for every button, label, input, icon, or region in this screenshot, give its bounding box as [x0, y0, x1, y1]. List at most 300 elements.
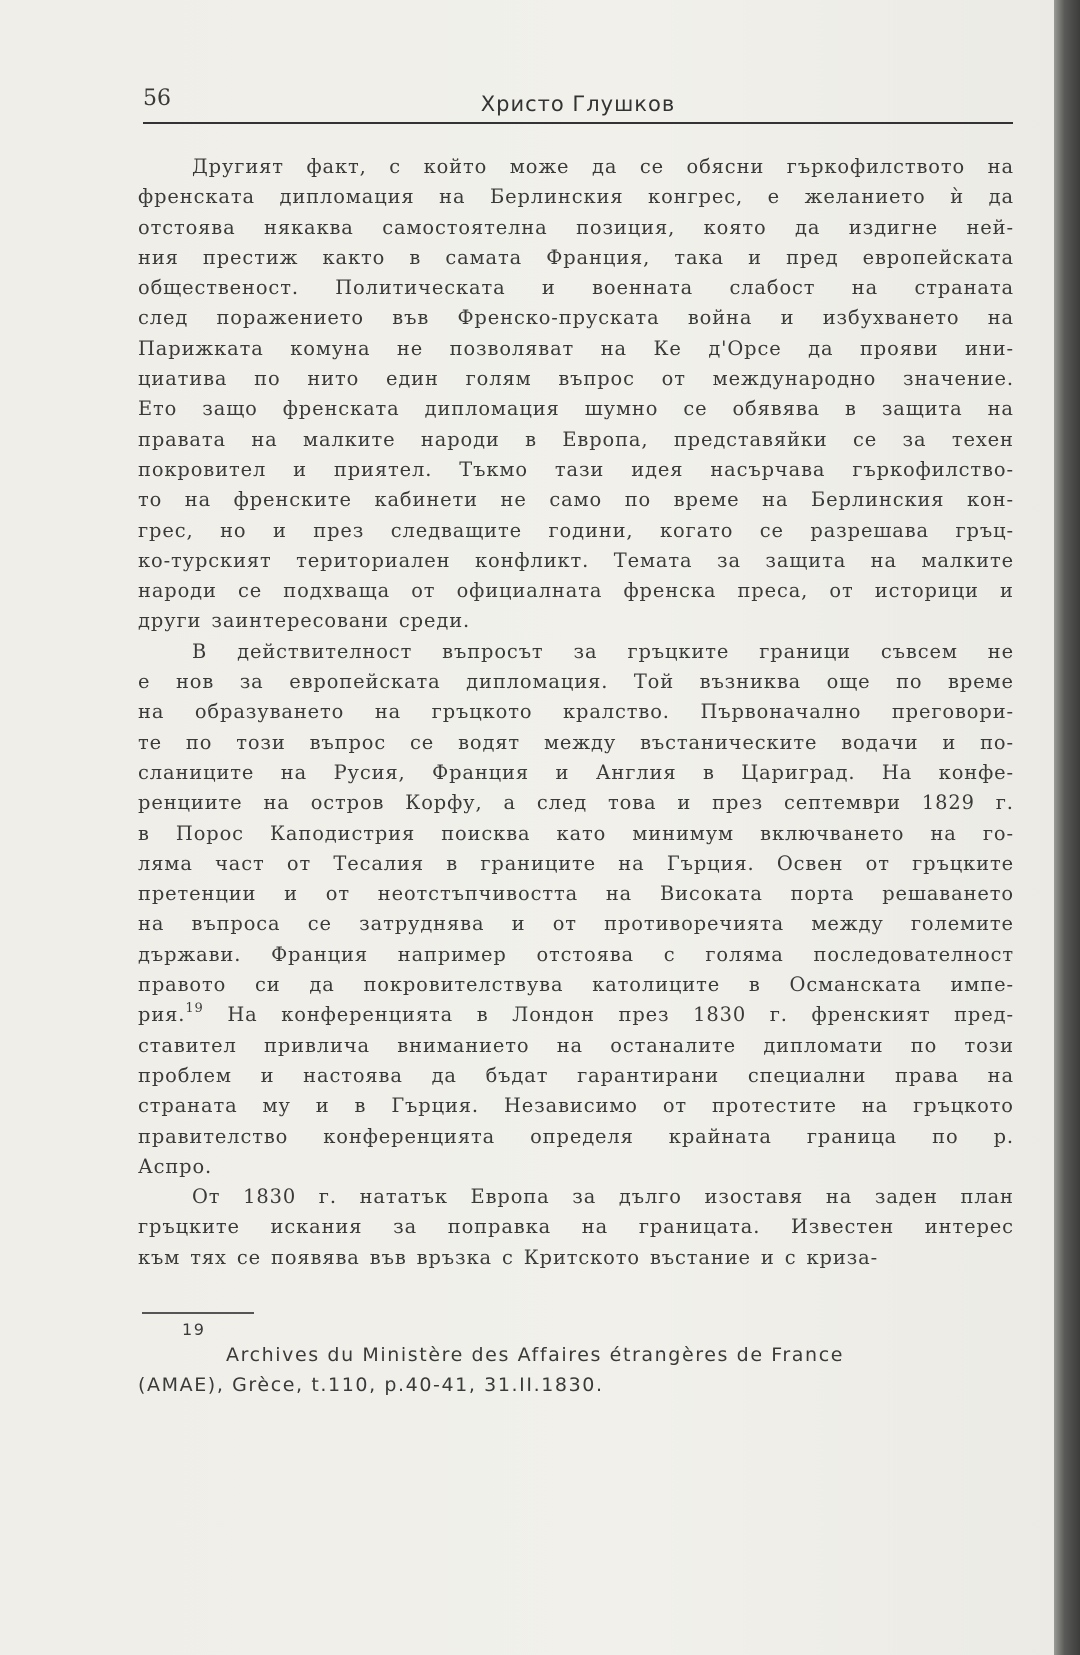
footnote [138, 1320, 998, 1400]
word: на [138, 912, 165, 936]
word: Първоначално [700, 700, 862, 724]
word: минимум [632, 821, 735, 845]
word: от [286, 851, 312, 875]
word: Ке [653, 336, 682, 360]
word: На [881, 760, 913, 784]
text-line [138, 728, 1014, 758]
word: желанието [804, 185, 926, 209]
word: и [760, 1245, 775, 1269]
word: страната [138, 1094, 238, 1118]
word: по [185, 730, 213, 754]
word: и [511, 912, 526, 936]
text-line [138, 516, 1014, 546]
text-line [138, 243, 1014, 273]
word: издигне [848, 215, 938, 239]
word: на [600, 336, 627, 360]
word: на [987, 155, 1014, 178]
word: Политическата [335, 276, 506, 300]
word: крайната [668, 1124, 772, 1148]
text-line [138, 394, 1014, 424]
word: на [581, 1215, 609, 1239]
word: подхваща [283, 579, 391, 603]
word: защита [881, 397, 963, 421]
text-line [138, 485, 1014, 515]
text-line [138, 1061, 1014, 1091]
word: самостоятелна [382, 215, 548, 239]
word: водят [458, 730, 521, 754]
word: която [703, 215, 767, 239]
word: въпрос [558, 367, 635, 391]
word: и [1000, 579, 1014, 603]
word: конференцията [281, 1003, 454, 1027]
word: но [220, 518, 247, 542]
word: не [987, 639, 1014, 663]
word: между [811, 912, 884, 936]
word: големите [910, 912, 1014, 936]
word: по [910, 1033, 938, 1057]
word: поправка [447, 1215, 552, 1239]
word: френският [811, 1003, 931, 1027]
word: искания [270, 1215, 363, 1239]
word: пред [786, 245, 839, 269]
word: комуна [290, 336, 371, 360]
word: за [573, 639, 598, 663]
word: Критското [523, 1245, 640, 1269]
word: Ето [138, 397, 178, 421]
footnote-reference: 19 [185, 1001, 204, 1017]
text-line [138, 1182, 1014, 1212]
word: време [673, 488, 740, 512]
word: заден [874, 1185, 938, 1209]
word: В [192, 639, 208, 663]
word: гръцките [627, 639, 730, 663]
word: следващите [390, 518, 522, 542]
text-line [138, 576, 1014, 606]
word: териториален [296, 548, 451, 572]
word: Берлинския [490, 185, 624, 209]
word: ренциите [138, 791, 243, 815]
word: на [987, 397, 1014, 421]
word: сланиците [138, 760, 255, 784]
word: последователност [813, 942, 1014, 966]
word: правата [138, 427, 226, 451]
text-line [138, 1031, 1014, 1061]
text-line [138, 697, 1014, 727]
text-line [138, 1122, 1014, 1152]
word: кралство. [563, 700, 670, 724]
word: покровител [138, 457, 267, 481]
word: на [374, 700, 402, 724]
word: и [272, 518, 287, 542]
word: и [942, 730, 957, 754]
word: конгрес, [648, 185, 744, 209]
word: въпрос [309, 730, 387, 754]
word: Той [633, 670, 675, 694]
word: кабинети [374, 488, 478, 512]
text-line [138, 1243, 1014, 1273]
text-line [138, 213, 1014, 243]
word: на [556, 1033, 583, 1057]
text-line [138, 788, 1014, 818]
word: малките [921, 548, 1014, 572]
word: с [663, 942, 676, 966]
text-line [138, 182, 1014, 212]
word: От [192, 1185, 221, 1209]
word: правото [138, 973, 227, 997]
word: значение. [903, 367, 1014, 391]
word: голяма [705, 942, 784, 966]
word: образуването [194, 700, 345, 724]
text-line [138, 455, 1014, 485]
word: на [870, 548, 897, 572]
word: ини- [964, 336, 1014, 360]
word: покровителствува [363, 973, 564, 997]
word: се [410, 730, 435, 754]
word: на [138, 700, 165, 724]
word: гъркофилството [786, 155, 966, 178]
word: порта [790, 882, 855, 906]
word: на [861, 1094, 889, 1118]
footnote-line: Archives du Ministère des Affaires étrangères de France [226, 1344, 845, 1366]
word: международно [712, 367, 877, 391]
word: привлича [264, 1033, 370, 1057]
word: границата. [638, 1215, 761, 1239]
text-line [138, 940, 1014, 970]
word: протестите [711, 1094, 837, 1118]
word: на [184, 488, 212, 512]
word: Европа [470, 1185, 550, 1209]
word: и [541, 276, 556, 300]
footnote-separator [142, 1312, 254, 1314]
word: народи [420, 427, 500, 451]
word: определя [530, 1124, 634, 1148]
word: дипломация [424, 397, 560, 421]
word: затруднява [359, 912, 485, 936]
word: и [315, 1094, 330, 1118]
word: който [423, 155, 488, 178]
word: през [313, 518, 365, 542]
word: на [762, 488, 789, 512]
text-line [138, 1091, 1014, 1121]
word: защо [202, 397, 258, 421]
word: след [536, 791, 588, 815]
word: официалната [456, 579, 603, 603]
word: да [795, 215, 821, 239]
text-line [138, 334, 1014, 364]
word: факт, [306, 155, 367, 178]
word: на [439, 185, 466, 209]
word: му [262, 1094, 291, 1118]
word: един [385, 367, 439, 391]
word: среди. [398, 609, 471, 633]
word: позволяват [449, 336, 575, 360]
word: заинтересовани [211, 609, 389, 633]
word: Гърция. [666, 851, 755, 875]
word: от [829, 579, 854, 603]
word: шумно [584, 397, 659, 421]
word: в [525, 427, 537, 451]
word: въстание [649, 1245, 751, 1269]
word: между [543, 730, 617, 754]
word: грес, [138, 518, 194, 542]
word: защита [765, 548, 847, 572]
word: малките [303, 427, 396, 451]
word: и [293, 457, 307, 481]
word: с [501, 1245, 514, 1269]
word: интерес [924, 1215, 1014, 1239]
word: по [624, 488, 652, 512]
word: във [369, 1245, 407, 1269]
word: техен [951, 427, 1014, 451]
word: водачи [841, 730, 919, 754]
text-line [138, 425, 1014, 455]
word: този [236, 730, 286, 754]
page-edge-shadow [1054, 0, 1080, 1655]
word: конференцията [323, 1124, 496, 1148]
word: конфликт. [475, 548, 590, 572]
word: държави. [138, 942, 242, 966]
word: то [138, 488, 163, 512]
footnote-line: (AMAE), Grèce, t.110, p.40-41, 31.II.1830. [138, 1374, 604, 1396]
word: възниква [699, 670, 802, 694]
word: преса, [737, 579, 809, 603]
word: по [932, 1124, 959, 1148]
word: френските [233, 488, 352, 512]
word: се [683, 397, 708, 421]
word: се [853, 427, 878, 451]
text-line [138, 152, 1014, 182]
word: На [227, 1003, 258, 1027]
word: правителство [138, 1124, 289, 1148]
word: си [254, 973, 281, 997]
word: отстоява [536, 942, 635, 966]
word: граница [806, 1124, 898, 1148]
word: права [895, 1063, 959, 1087]
word: импе- [950, 973, 1014, 997]
word: обявява [732, 397, 820, 421]
word: Франция, [546, 245, 651, 269]
word: така [674, 245, 724, 269]
word: в [748, 973, 761, 997]
word: противоречията [604, 912, 785, 936]
word: тях [190, 1245, 227, 1269]
text-line [138, 1000, 1014, 1030]
word: време [948, 670, 1014, 694]
word: Каподистрия [270, 821, 416, 845]
text-line [138, 273, 1014, 303]
running-head: Христо Глушков [480, 92, 676, 116]
word: неотстъпчивостта [377, 882, 579, 906]
word: по [896, 670, 923, 694]
word: представяйки [673, 427, 828, 451]
word: граници [759, 639, 851, 663]
word: например [397, 942, 507, 966]
word: Порос [175, 821, 244, 845]
word: съвсем [880, 639, 958, 663]
word: и [748, 245, 762, 269]
word: те [138, 730, 163, 754]
text-line [138, 819, 1014, 849]
word: се [759, 518, 784, 542]
word: да [309, 973, 335, 997]
word: г. [995, 791, 1014, 815]
word: голям [465, 367, 532, 391]
word: гарантирани [577, 1063, 720, 1087]
word: ѝ [950, 185, 965, 209]
word: останалите [610, 1033, 737, 1057]
word: на [618, 851, 645, 875]
word: Русия, [333, 760, 406, 784]
word: френската [282, 397, 400, 421]
text-line [138, 303, 1014, 333]
word: от [865, 851, 890, 875]
word: ния [138, 245, 179, 269]
word: Европа, [562, 427, 649, 451]
word: рия.$^{19}$ [138, 1001, 204, 1027]
word: конфе- [938, 760, 1014, 784]
word: ставител [138, 1033, 237, 1057]
word: общественост. [138, 276, 299, 300]
word: ней- [966, 215, 1014, 239]
word: преговори- [891, 700, 1014, 724]
word: въпроса [191, 912, 281, 936]
word: както [322, 245, 386, 269]
word: появява [271, 1245, 360, 1269]
word: Другият [192, 155, 284, 178]
word: се [236, 1245, 261, 1269]
text-line [138, 1212, 1014, 1242]
word: Известен [791, 1215, 895, 1239]
word: от [662, 1094, 688, 1118]
word: се [238, 579, 263, 603]
word: в [702, 760, 715, 784]
word: кон- [967, 488, 1014, 512]
word: през [712, 791, 764, 815]
page-number: 56 [143, 86, 171, 111]
word: на [987, 306, 1014, 330]
word: в [446, 851, 459, 875]
word: циатива [138, 367, 228, 391]
word: изоставя [704, 1185, 804, 1209]
word: г. [318, 1185, 337, 1209]
word: война [687, 306, 753, 330]
word: Тъкмо [459, 457, 528, 481]
word: за [902, 427, 927, 451]
word: и [284, 882, 298, 906]
word: дипломация. [466, 670, 609, 694]
word: други [138, 609, 202, 633]
text-line [138, 637, 1014, 667]
word: Франция [432, 760, 530, 784]
word: за [572, 1185, 597, 1209]
word: пред- [954, 1003, 1014, 1027]
word: д'Орсе [708, 336, 782, 360]
word: и [780, 306, 795, 330]
word: 1830 [693, 1003, 747, 1027]
word: може [509, 155, 570, 178]
word: Цариград. [741, 760, 856, 784]
word: част [215, 851, 265, 875]
word: във [392, 306, 430, 330]
word: народи [138, 579, 217, 603]
word: Високата [659, 882, 763, 906]
word: тази [554, 457, 605, 481]
text-line [138, 1152, 1014, 1182]
text-line [138, 606, 1014, 636]
word: гръцките [912, 851, 1014, 875]
word: когато [659, 518, 734, 542]
text-line [138, 758, 1014, 788]
word: не [396, 336, 424, 360]
word: Лондон [512, 1003, 595, 1027]
text-line [138, 546, 1014, 576]
word: френска [623, 579, 717, 603]
word: след [138, 306, 189, 330]
word: страната [914, 276, 1014, 300]
word: г. [769, 1003, 788, 1027]
word: от [661, 367, 686, 391]
word: Освен [776, 851, 844, 875]
word: с [389, 155, 402, 178]
word: гръцките [138, 1215, 240, 1239]
page-header [143, 86, 1013, 124]
word: от [411, 579, 436, 603]
word: разрешава [810, 518, 930, 542]
footnote-number: 19 [182, 1320, 206, 1339]
word: на [851, 276, 879, 300]
word: претенции [138, 882, 257, 906]
word: по [254, 367, 281, 391]
word: включването [760, 821, 905, 845]
word: нов [175, 670, 215, 694]
word: Франция [271, 942, 368, 966]
word: само [549, 488, 603, 512]
word: специални [747, 1063, 867, 1087]
word: на [987, 1063, 1014, 1087]
text-line [138, 970, 1014, 1000]
word: по- [980, 730, 1014, 754]
word: Френско-пруската [457, 306, 660, 330]
body-text [138, 152, 1014, 1273]
word: 1829 [921, 791, 975, 815]
word: въстаническите [640, 730, 818, 754]
word: дипломация [279, 185, 415, 209]
word: р. [993, 1124, 1014, 1148]
text-line [138, 909, 1014, 939]
word: нататък [359, 1185, 448, 1209]
word: се [307, 912, 332, 936]
word: и [555, 760, 570, 784]
word: дипломати [763, 1033, 884, 1057]
word: гръцкото [913, 1094, 1014, 1118]
word: вниманието [397, 1033, 530, 1057]
word: септември [784, 791, 901, 815]
text-line [138, 879, 1014, 909]
word: е [138, 670, 151, 694]
word: гръц- [955, 518, 1014, 542]
word: да [431, 1063, 457, 1087]
word: връзка [416, 1245, 492, 1269]
word: на [825, 1185, 853, 1209]
word: в [354, 1094, 367, 1118]
word: за [239, 670, 264, 694]
word: Независимо [503, 1094, 638, 1118]
word: а [503, 791, 516, 815]
word: отстоява [138, 215, 236, 239]
word: дълго [618, 1185, 682, 1209]
word: Османската [789, 973, 922, 997]
word: Берлинския [811, 488, 945, 512]
